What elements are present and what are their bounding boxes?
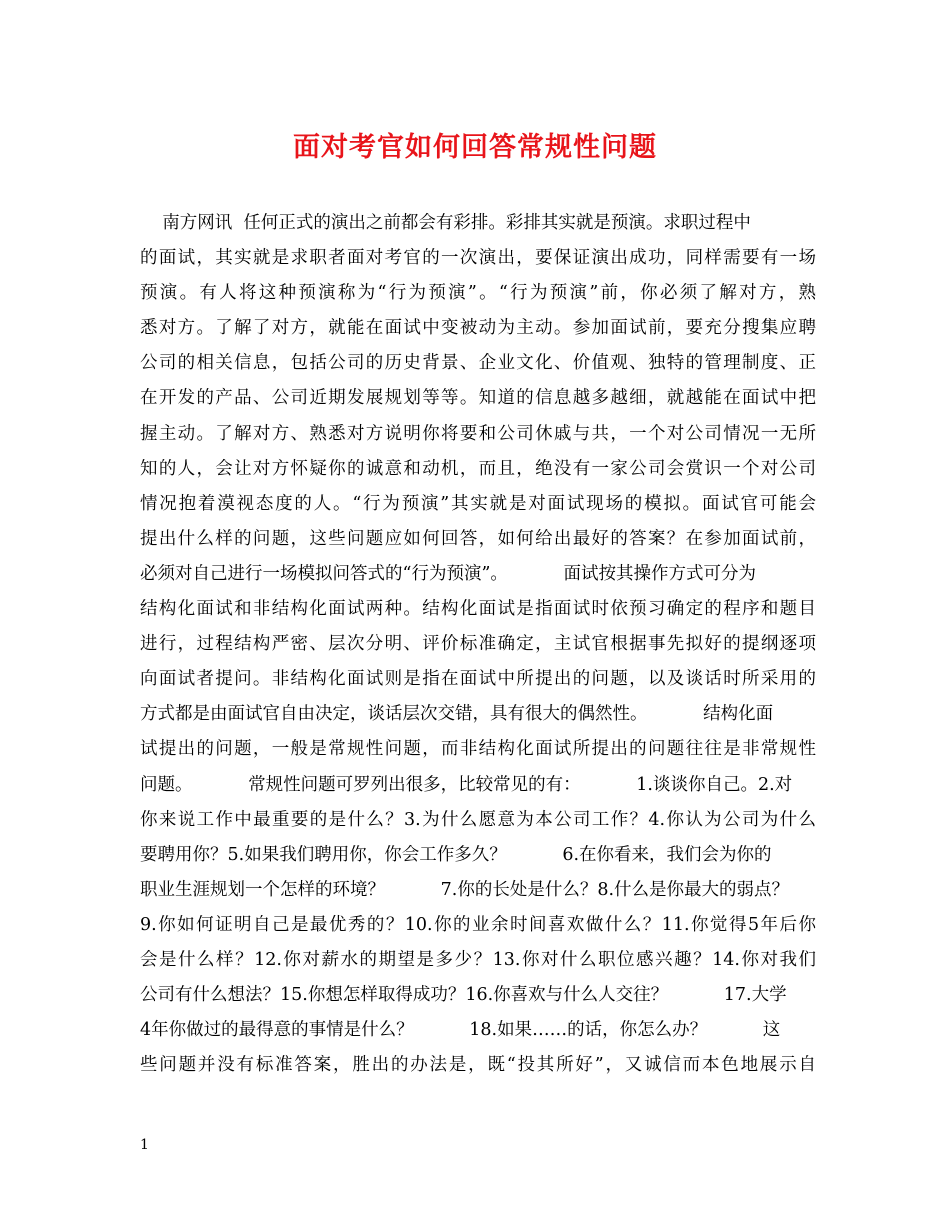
body-line: 向面试者提问。非结构化面试则是指在面试中所提出的问题，以及谈话时所采用的 [140,669,816,690]
page-number: 1 [140,1137,149,1153]
page-title: 面对考官如何回答常规性问题 [293,132,657,163]
body-line: 握主动。了解对方、熟悉对方说明你将要和公司休戚与共，一个对公司情况一无所 [140,423,816,444]
body-line: 职业生涯规划一个怎样的环境？ 7.你的长处是什么？8.什么是你最大的弱点？ [140,879,790,900]
body-line: 公司的相关信息，包括公司的历史背景、企业文化、价值观、独特的管理制度、正 [140,353,816,374]
body-line: 进行，过程结构严密、层次分明、评价标准确定，主试官根据事先拟好的提纲逐项 [140,634,816,655]
body-line: 会是什么样？12.你对薪水的期望是多少？13.你对什么职位感兴趣？14.你对我们 [140,949,816,970]
body-line: 要聘用你？5.如果我们聘用你，你会工作多久？ 6.在你看来，我们会为你的 [140,844,772,865]
body-line: 试提出的问题，一般是常规性问题，而非结构化面试所提出的问题往往是非常规性 [140,739,816,760]
body-line: 提出什么样的问题，这些问题应如何回答，如何给出最好的答案？在参加面试前， [140,528,816,549]
body-line: 结构化面试和非结构化面试两种。结构化面试是指面试时依预习确定的程序和题目 [140,599,816,620]
body-line: 问题。 常规性问题可罗列出很多，比较常见的有： 1.谈谈你自己。2.对 [140,774,793,795]
body-line: 些问题并没有标准答案，胜出的办法是，既“投其所好”，又诚信而本色地展示自 [140,1055,816,1076]
body-line: 悉对方。了解了对方，就能在面试中变被动为主动。参加面试前，要充分搜集应聘 [140,318,816,339]
body-line: 9.你如何证明自己是最优秀的？10.你的业余时间喜欢做什么？11.你觉得5年后你 [140,914,816,935]
body-line: 必须对自己进行一场模拟问答式的“行为预演”。 面试按其操作方式可分为 [140,563,757,584]
body-line: 4年你做过的最得意的事情是什么？ 18.如果……的话，你怎么办？ 这 [140,1020,781,1041]
article-body [140,206,816,1083]
body-line: 你来说工作中最重要的是什么？3.为什么愿意为本公司工作？4.你认为公司为什么 [140,809,816,830]
body-line: 预演。有人将这种预演称为“行为预演”。“行为预演”前，你必须了解对方，熟 [140,283,816,304]
body-line: 情况抱着漠视态度的人。“行为预演”其实就是对面试现场的模拟。面试官可能会 [140,493,816,514]
body-line: 的面试，其实就是求职者面对考官的一次演出，要保证演出成功，同样需要有一场 [140,248,816,269]
body-line: 知的人，会让对方怀疑你的诚意和动机，而且，绝没有一家公司会赏识一个对公司 [140,458,816,479]
body-line: 方式都是由面试官自由决定，谈话层次交错，具有很大的偶然性。 结构化面 [140,704,774,725]
body-line: 在开发的产品、公司近期发展规划等等。知道的信息越多越细，就越能在面试中把 [140,388,816,409]
body-line: 南方网讯 任何正式的演出之前都会有彩排。彩排其实就是预演。求职过程中 [140,213,751,233]
body-line: 公司有什么想法？15.你想怎样取得成功？16.你喜欢与什么人交往？ 17.大学 [140,985,787,1006]
